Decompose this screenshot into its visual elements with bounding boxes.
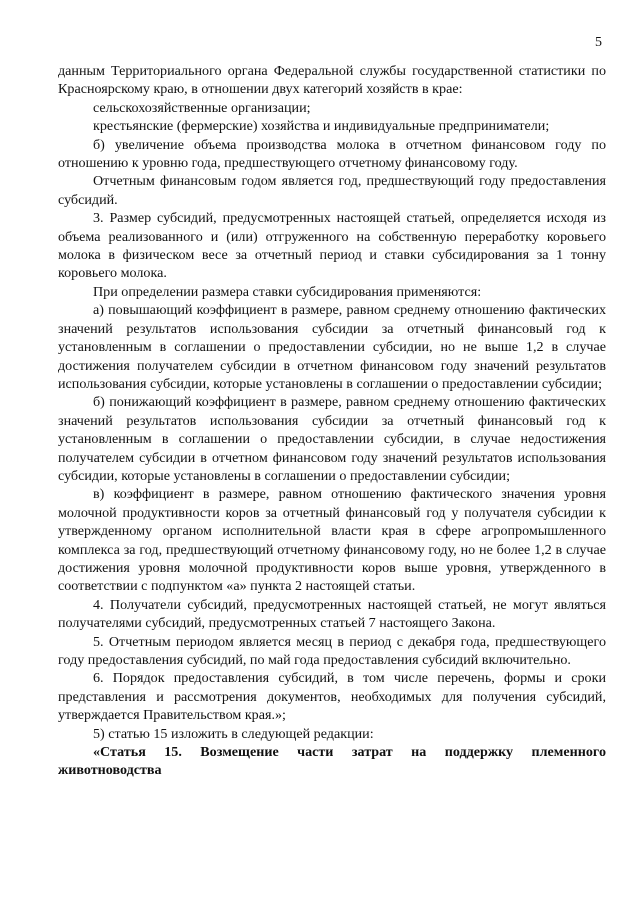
paragraph: б) понижающий коэффициент в размере, равном среднему отношению фактических значений результатов использования субсидии за отчетный финансовый год к установленным в соглашении о предоставлении субсидии, в случае недостижения получателем субсидии в отчетном финансовом году значений результатов использования субсидии, которые установлены в соглашении о предоставлении субсидии; — [58, 394, 606, 484]
article-heading: «Статья 15. Возмещение части затрат на поддержку племенного животноводства — [58, 744, 606, 779]
paragraph: 5) статью 15 изложить в следующей редакции: — [93, 725, 374, 742]
paragraph: крестьянские (фермерские) хозяйства и индивидуальные предприниматели; — [93, 118, 550, 135]
paragraph: б) увеличение объема производства молока в отчетном финансовом году по отношению к уровню года, предшествующего отчетному финансовому году. — [58, 136, 606, 172]
paragraph: 6. Порядок предоставления субсидий, в том числе перечень, формы и сроки представления и рассмотрения документов, необходимых для получения субсидий, утверждается Правительством края.»; — [58, 670, 606, 724]
paragraph: Отчетным финансовым годом является год, предшествующий году предоставления субсидий. — [58, 173, 606, 208]
document-body — [58, 62, 606, 743]
paragraph: а) повышающий коэффициент в размере, равном среднему отношению фактических значений результатов использования субсидии за отчетный финансовый год к установленным в соглашении о предоставлении субсидии, но не выше 1,2 в случае достижения получателем субсидии в отчетном финансовом году значений результатов использования субсидии, которые установлены в соглашении о предоставлении субсидии; — [58, 302, 606, 392]
paragraph: 3. Размер субсидий, предусмотренных настоящей статьей, определяется исходя из объема реализованного и (или) отгруженного на собственную переработку коровьего молока в физическом весе за отчетный период и ставки субсидирования за 1 тонну коровьего молока. — [58, 210, 606, 282]
paragraph: 4. Получатели субсидий, предусмотренных настоящей статьей, не могут являться получателями субсидий, предусмотренных статьей 7 настоящего Закона. — [58, 596, 606, 632]
paragraph: сельскохозяйственные организации; — [93, 99, 311, 116]
paragraph: данным Территориального органа Федеральной службы государственной статистики по Красноярскому краю, в отношении двух категорий хозяйств в крае: — [58, 63, 606, 98]
paragraph: в) коэффициент в размере, равном отношению фактического значения уровня молочной продуктивности коров за отчетный финансовый год у получателя субсидии к утвержденному органом исполнительной власти края в сфере агропромышленного комплекса за год, предшествующий отчетному финансовому году, но не более 1,2 в случае достижения уровня молочной продуктивности коров выше уровня, утвержденного в соответствии с подпунктом «а» пункта 2 настоящей статьи. — [58, 486, 606, 595]
paragraph: 5. Отчетным периодом является месяц в период с декабря года, предшествующего году предоставления субсидий, по май года предоставления субсидий включительно. — [58, 633, 606, 668]
page-number: 5 — [595, 35, 602, 50]
paragraph: При определении размера ставки субсидирования применяются: — [93, 283, 482, 300]
